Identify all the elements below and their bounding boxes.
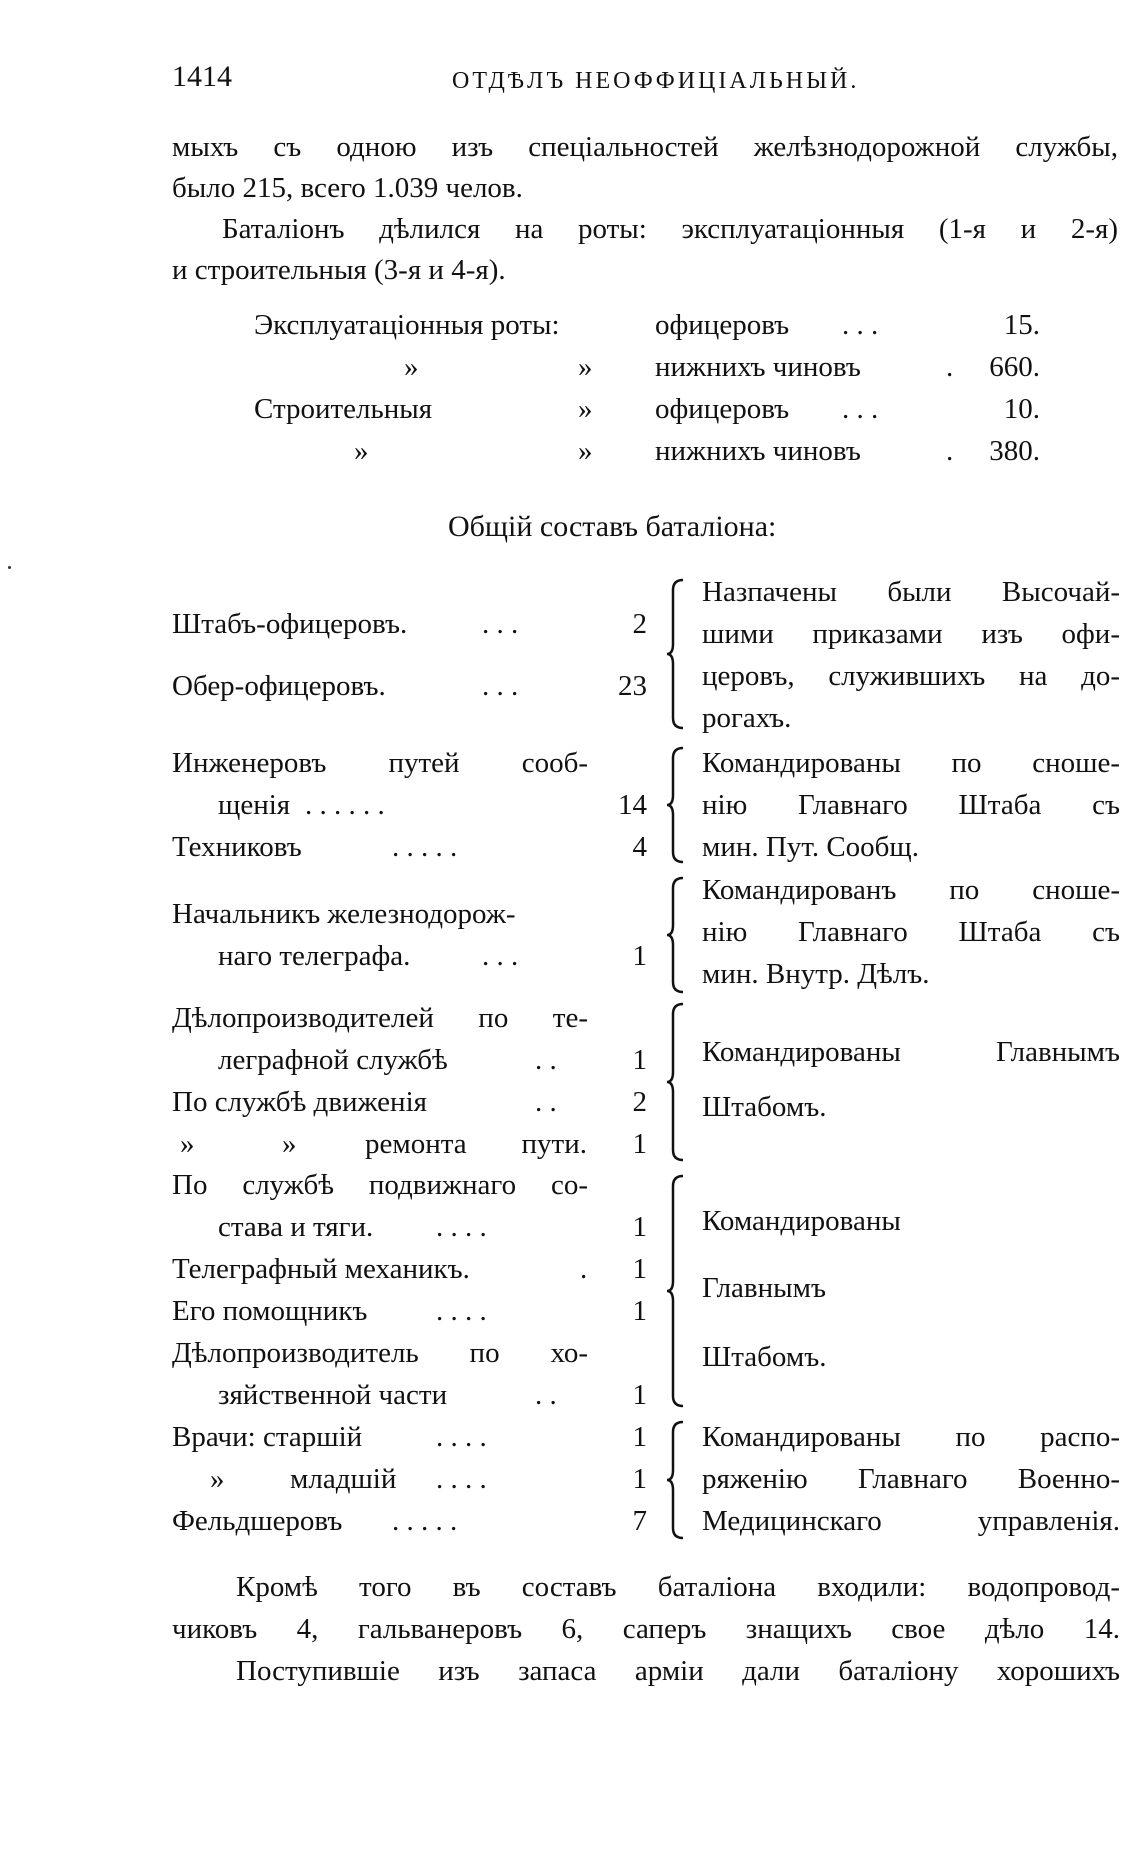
staff-dots: . . . [482, 608, 519, 640]
outro-line-1: Кромѣ того въ составъ баталіона входили: водопровод- [236, 1571, 1120, 1603]
company-row-4-ditto-1: » [354, 435, 369, 467]
staff-label: Инженеровъ путей сооб- [172, 747, 588, 779]
ditto-mark: » [282, 1128, 297, 1160]
staff-label: Фельдшеровъ [172, 1505, 343, 1537]
intro-line-2: было 215, всего 1.039 челов. [172, 172, 523, 204]
staff-count: 1 [632, 1253, 647, 1285]
note-line: Штабомъ. [702, 1091, 827, 1123]
group-brace [665, 1002, 687, 1162]
margin-speck [8, 566, 11, 569]
staff-count: 1 [632, 1128, 647, 1160]
company-row-1-name: Эксплуатаціонныя роты: [254, 309, 560, 341]
ditto-mark: » [210, 1463, 225, 1495]
group-brace [665, 578, 687, 730]
staff-label: Его помощникъ [172, 1295, 368, 1327]
company-row-3-leader: . . . [842, 393, 879, 425]
company-row-2-leader: . [946, 351, 954, 383]
composition-title: Общій составъ баталіона: [448, 510, 777, 543]
company-row-2-count: 660. [989, 351, 1040, 383]
staff-label: Дѣлопроизводитель по хо- [172, 1337, 588, 1369]
staff-dots: . . . . [436, 1421, 487, 1453]
staff-count: 1 [632, 1379, 647, 1411]
note-line: мин. Пут. Сообщ. [702, 831, 920, 863]
staff-count: 2 [632, 1086, 647, 1118]
staff-count: 4 [632, 831, 647, 863]
staff-label: Начальникъ железнодорож- [172, 898, 516, 930]
staff-label: По службѣ движенія [172, 1086, 427, 1118]
company-row-1-leader: . . . [842, 309, 879, 341]
staff-label: младшій [290, 1463, 397, 1495]
staff-dots: . . . [482, 940, 519, 972]
note-line: Командированы по распо- [702, 1421, 1120, 1453]
staff-label: Техниковъ [172, 831, 302, 863]
staff-dots: . . . . . . [305, 789, 385, 821]
staff-count: 1 [632, 940, 647, 972]
staff-label: ремонта пути. [365, 1128, 587, 1160]
company-row-2-rank: нижнихъ чиновъ [655, 351, 861, 383]
intro-line-4: и строительныя (3-я и 4-я). [172, 254, 506, 286]
staff-label: леграфной службѣ [218, 1044, 448, 1076]
staff-count: 1 [632, 1211, 647, 1243]
staff-dots: . . . . [436, 1463, 487, 1495]
staff-label: Дѣлопроизводителей по те- [172, 1002, 588, 1034]
staff-dots: . . . . [436, 1295, 487, 1327]
page-number: 1414 [172, 60, 232, 93]
group-brace [665, 876, 687, 994]
staff-dots: . . [535, 1379, 557, 1411]
company-row-4-leader: . [946, 435, 954, 467]
company-row-3-count: 10. [1003, 393, 1040, 425]
staff-dots: . . . . . [392, 1505, 458, 1537]
note-line: нію Главнаго Штаба съ [702, 916, 1120, 948]
company-row-4-ditto-2: » [578, 435, 593, 467]
note-line: ряженію Главнаго Военно- [702, 1463, 1120, 1495]
note-line: шими приказами изъ офи- [702, 618, 1120, 650]
outro-line-3: Поступившіе изъ запаса арміи дали баталіону хорошихъ [236, 1655, 1120, 1687]
staff-label: наго телеграфа. [218, 940, 411, 972]
staff-label: Обер-офицеровъ. [172, 670, 386, 702]
note-line: Командированъ по сноше- [702, 874, 1120, 906]
note-line: мин. Внутр. Дѣлъ. [702, 958, 930, 990]
staff-dots: . . . . [436, 1211, 487, 1243]
staff-dots: . . [535, 1044, 557, 1076]
staff-label: става и тяги. [218, 1211, 374, 1243]
staff-count: 1 [632, 1463, 647, 1495]
company-row-2-ditto-2: » [578, 351, 593, 383]
staff-dots: . . . . . [392, 831, 458, 863]
staff-label: Врачи: старшій [172, 1421, 363, 1453]
company-row-3-name: Строительныя [254, 393, 433, 425]
note-line: Назпачены были Высочай- [702, 576, 1120, 608]
company-row-3-ditto: » [578, 393, 593, 425]
staff-count: 1 [632, 1044, 647, 1076]
outro-line-2: чиковъ 4, гальванеровъ 6, саперъ знащихъ свое дѣло 14. [172, 1613, 1120, 1645]
intro-line-3: Баталіонъ дѣлился на роты: эксплуатаціонныя (1-я и 2-я) [222, 213, 1118, 245]
staff-label: Штабъ-офицеровъ. [172, 608, 408, 640]
company-row-1-rank: офицеровъ [655, 309, 790, 341]
staff-dots: . . [535, 1086, 557, 1118]
note-line: церовъ, служившихъ на до- [702, 660, 1120, 692]
note-line: Главнымъ [702, 1272, 826, 1304]
note-line: нію Главнаго Штаба съ [702, 789, 1120, 821]
group-brace [665, 1174, 687, 1408]
staff-count: 1 [632, 1421, 647, 1453]
note-line: Медицинскаго управленія. [702, 1505, 1120, 1537]
staff-label: зяйственной части [218, 1379, 448, 1411]
company-row-3-rank: офицеровъ [655, 393, 790, 425]
staff-count: 2 [632, 608, 647, 640]
staff-count: 7 [632, 1505, 647, 1537]
note-line: Командированы Главнымъ [702, 1036, 1120, 1068]
note-line: Штабомъ. [702, 1341, 827, 1373]
staff-label: Телеграфный механикъ. [172, 1253, 470, 1285]
staff-count: 23 [618, 670, 647, 702]
note-line: Командированы по сноше- [702, 747, 1120, 779]
company-row-1-count: 15. [1003, 309, 1040, 341]
staff-dots: . [580, 1253, 588, 1285]
company-row-4-count: 380. [989, 435, 1040, 467]
running-header: ОТДѢЛЪ НЕОФФИЦІАЛЬНЫЙ. [452, 68, 860, 94]
staff-label: По службѣ подвижнаго со- [172, 1169, 588, 1201]
staff-count: 14 [618, 789, 647, 821]
staff-count: 1 [632, 1295, 647, 1327]
company-row-4-rank: нижнихъ чиновъ [655, 435, 861, 467]
note-line: Командированы [702, 1205, 901, 1237]
ditto-mark: » [180, 1128, 195, 1160]
intro-line-1: мыхъ съ одною изъ спеціальностей желѣзнодорожной службы, [172, 131, 1118, 163]
staff-dots: . . . [482, 670, 519, 702]
group-brace [665, 746, 687, 864]
company-row-2-ditto-1: » [404, 351, 419, 383]
staff-label: щенія [218, 789, 291, 821]
group-brace [665, 1420, 687, 1540]
note-line: рогахъ. [702, 702, 792, 734]
